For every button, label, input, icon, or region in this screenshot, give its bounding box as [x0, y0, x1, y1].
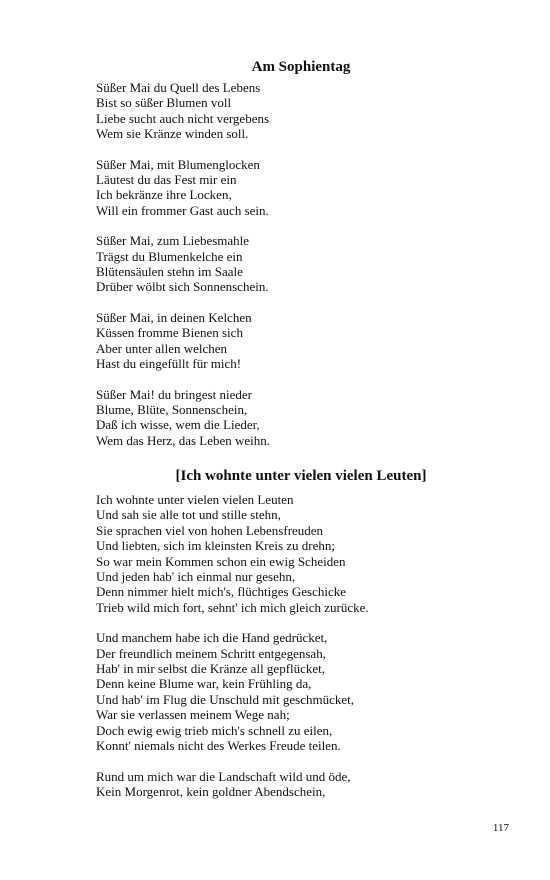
- verse-line: Und manchem habe ich die Hand gedrücket,: [96, 630, 328, 646]
- stanza: [96, 492, 516, 615]
- verse-line: Blütensäulen stehn im Saale: [96, 264, 243, 280]
- verse-line: Denn keine Blume war, kein Frühling da,: [96, 676, 312, 692]
- verse-line: War sie verlassen meinem Wege nah;: [96, 707, 290, 723]
- verse-line: Süßer Mai du Quell des Lebens: [96, 80, 261, 95]
- stanza: [96, 233, 516, 295]
- verse-line: Und sah sie alle tot und stille stehn,: [96, 507, 281, 523]
- verse-line: Denn nimmer hielt mich's, flüchtiges Geschicke: [96, 584, 346, 600]
- verse-line: Drüber wölbt sich Sonnenschein.: [96, 279, 269, 295]
- verse-line: Blume, Blüte, Sonnenschein,: [96, 401, 248, 417]
- stanza: [96, 310, 516, 372]
- verse-line: Süßer Mai, in deinen Kelchen: [96, 309, 252, 325]
- poem-title: Am Sophientag: [251, 59, 351, 75]
- verse-line: Und jeden hab' ich einmal nur gesehn,: [96, 569, 296, 585]
- verse-line: Liebe sucht auch nicht vergebens: [96, 110, 270, 126]
- verse-line: Und liebten, sich im kleinsten Kreis zu drehn;: [96, 538, 336, 554]
- verse-line: Hast du eingefüllt für mich!: [96, 356, 242, 372]
- verse-line: Doch ewig ewig trieb mich's schnell zu eilen,: [96, 722, 333, 738]
- verse-line: Küssen fromme Bienen sich: [96, 325, 243, 341]
- verse-line: Wem sie Kränze winden soll.: [96, 126, 249, 142]
- verse-line: Und hab' im Flug die Unschuld mit geschmücket,: [96, 691, 354, 707]
- verse-line: Kein Morgenrot, kein goldner Abendschein,: [96, 783, 326, 799]
- stanza: [96, 157, 516, 219]
- verse-line: Läutest du das Fest mir ein: [96, 172, 237, 188]
- verse-line: Konnt' niemals nicht des Werkes Freude teilen.: [96, 738, 341, 754]
- verse-line: Ich wohnte unter vielen vielen Leuten: [96, 492, 294, 507]
- page-number: 117: [492, 822, 509, 834]
- verse-line: Daß ich wisse, wem die Lieder,: [96, 417, 260, 433]
- verse-line: Will ein frommer Gast auch sein.: [96, 202, 269, 218]
- verse-line: Süßer Mai, mit Blumenglocken: [96, 156, 260, 172]
- stanza: [96, 387, 516, 449]
- stanza: [96, 769, 516, 800]
- verse-line: Der freundlich meinem Schritt entgegensah,: [96, 645, 326, 661]
- verse-line: Trägst du Blumenkelche ein: [96, 248, 243, 264]
- verse-line: Hab' in mir selbst die Kränze all gepflücket,: [96, 661, 326, 677]
- verse-line: So war mein Kommen schon ein ewig Scheiden: [96, 553, 346, 569]
- verse-line: Bist so süßer Blumen voll: [96, 95, 232, 111]
- stanza: [96, 80, 516, 142]
- poem-body: [96, 492, 516, 814]
- poem-title: [Ich wohnte unter vielen vielen Leuten]: [175, 468, 427, 484]
- verse-line: Ich bekränze ihre Locken,: [96, 187, 232, 203]
- poem-body: [96, 80, 516, 463]
- verse-line: Rund um mich war die Landschaft wild und öde,: [96, 768, 351, 784]
- verse-line: Süßer Mai, zum Liebesmahle: [96, 233, 250, 249]
- verse-line: Trieb wild mich fort, sehnt' ich mich gleich zurücke.: [96, 599, 369, 615]
- verse-line: Wem das Herz, das Leben weihn.: [96, 432, 271, 448]
- verse-line: Aber unter allen welchen: [96, 340, 228, 356]
- verse-line: Sie sprachen viel von hohen Lebensfreuden: [96, 522, 324, 538]
- verse-line: Süßer Mai! du bringest nieder: [96, 386, 252, 402]
- stanza: [96, 630, 516, 753]
